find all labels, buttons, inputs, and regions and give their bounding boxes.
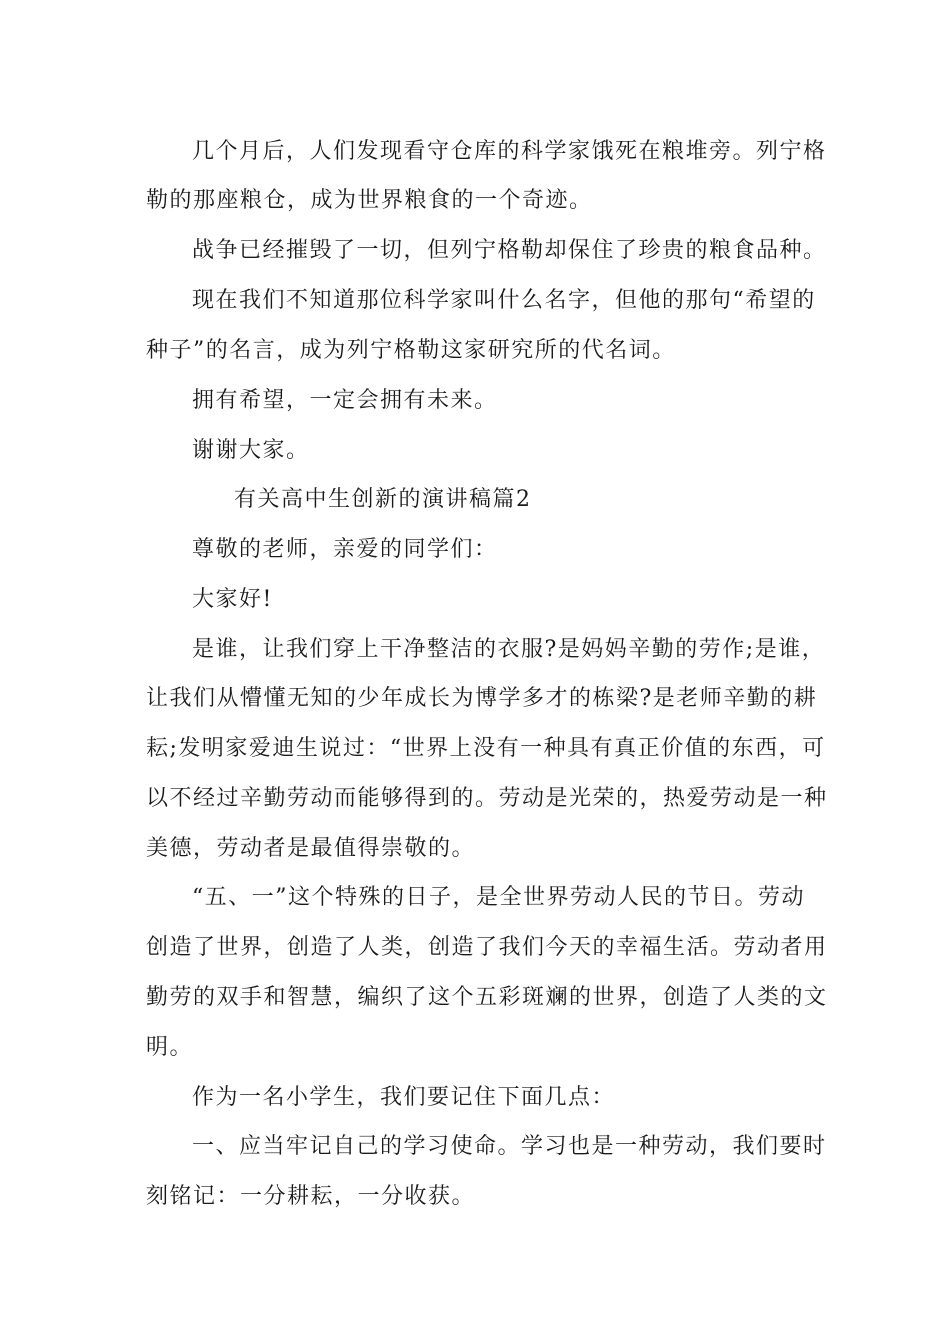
- paragraph-line: 作为一名小学生，我们要记住下面几点：: [192, 1085, 616, 1110]
- paragraph-line: “五、一”这个特殊的日子，是全世界劳动人民的节日。劳动: [192, 885, 805, 910]
- paragraph-line: 耘;发明家爱迪生说过：“世界上没有一种具有真正价值的东西，可: [146, 736, 826, 761]
- paragraph-line: 勒的那座粮仓，成为世界粮食的一个奇迹。: [146, 188, 593, 213]
- paragraph-line: 几个月后，人们发现看守仓库的科学家饿死在粮堆旁。列宁格: [192, 139, 827, 164]
- paragraph-line: 现在我们不知道那位科学家叫什么名字，但他的那句“希望的: [192, 288, 816, 313]
- paragraph-line: 是谁，让我们穿上干净整洁的衣服?是妈妈辛勤的劳作;是谁，: [192, 637, 826, 662]
- paragraph-line: 让我们从懵懂无知的少年成长为博学多才的栋梁?是老师辛勤的耕: [146, 686, 818, 711]
- paragraph-line: 美德，劳动者是最值得崇敬的。: [146, 836, 476, 861]
- paragraph-line: 种子”的名言，成为列宁格勒这家研究所的代名词。: [146, 338, 676, 363]
- paragraph-line: 明。: [146, 1035, 194, 1060]
- paragraph-line: 刻铭记：一分耕耘，一分收获。: [146, 1184, 476, 1209]
- paragraph-line: 一、应当牢记自己的学习使命。学习也是一种劳动，我们要时: [192, 1134, 827, 1159]
- paragraph-line: 战争已经摧毁了一切，但列宁格勒却保住了珍贵的粮食品种。: [192, 238, 827, 263]
- salutation: 尊敬的老师，亲爱的同学们：: [192, 537, 498, 562]
- paragraph-line: 谢谢大家。: [192, 438, 310, 463]
- paragraph-line: 以不经过辛勤劳动而能够得到的。劳动是光荣的，热爱劳动是一种: [146, 786, 828, 811]
- paragraph-line: 拥有希望，一定会拥有未来。: [192, 388, 498, 413]
- greeting: 大家好!: [192, 587, 273, 612]
- paragraph-line: 创造了世界，创造了人类，创造了我们今天的幸福生活。劳动者用: [146, 935, 828, 960]
- paragraph-line: 勤劳的双手和智慧，编织了这个五彩斑斓的世界，创造了人类的文: [146, 985, 828, 1010]
- section-heading: 有关高中生创新的演讲稿篇2: [234, 487, 532, 512]
